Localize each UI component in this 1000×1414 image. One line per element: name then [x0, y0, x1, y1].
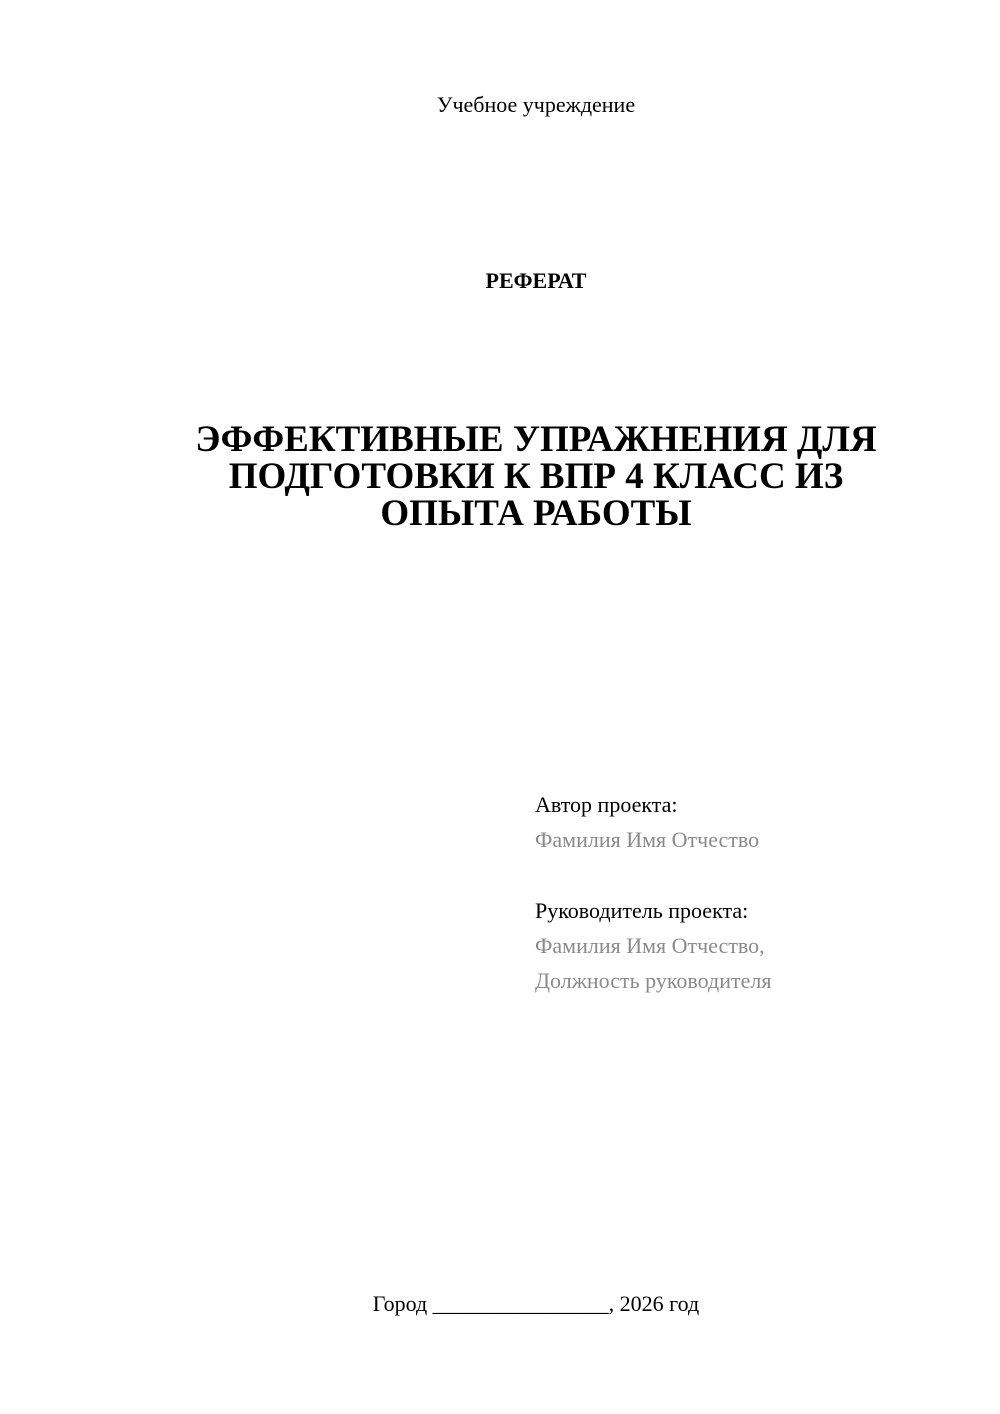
institution-name: Учебное учреждение — [436, 92, 636, 117]
author-block — [535, 787, 975, 857]
document-type: РЕФЕРАТ — [485, 268, 587, 293]
supervisor-label: Руководитель проекта: — [535, 898, 749, 923]
document-title — [150, 421, 922, 532]
year-text: , 2026 год — [608, 1291, 700, 1316]
supervisor-block — [535, 893, 975, 998]
supervisor-name: Фамилия Имя Отчество, — [535, 933, 765, 958]
city-label: Город — [372, 1291, 428, 1316]
author-name: Фамилия Имя Отчество — [535, 827, 760, 852]
title-line-2: ПОДГОТОВКИ К ВПР 4 КЛАСС ИЗ — [228, 456, 844, 497]
title-line-1: ЭФФЕКТИВНЫЕ УПРАЖНЕНИЯ ДЛЯ — [195, 419, 877, 460]
title-line-3: ОПЫТА РАБОТЫ — [380, 493, 692, 534]
city-blank: ________________ — [432, 1291, 609, 1316]
supervisor-position: Должность руководителя — [535, 968, 772, 993]
footer-city-year — [0, 1290, 1000, 1318]
author-label: Автор проекта: — [535, 792, 678, 817]
